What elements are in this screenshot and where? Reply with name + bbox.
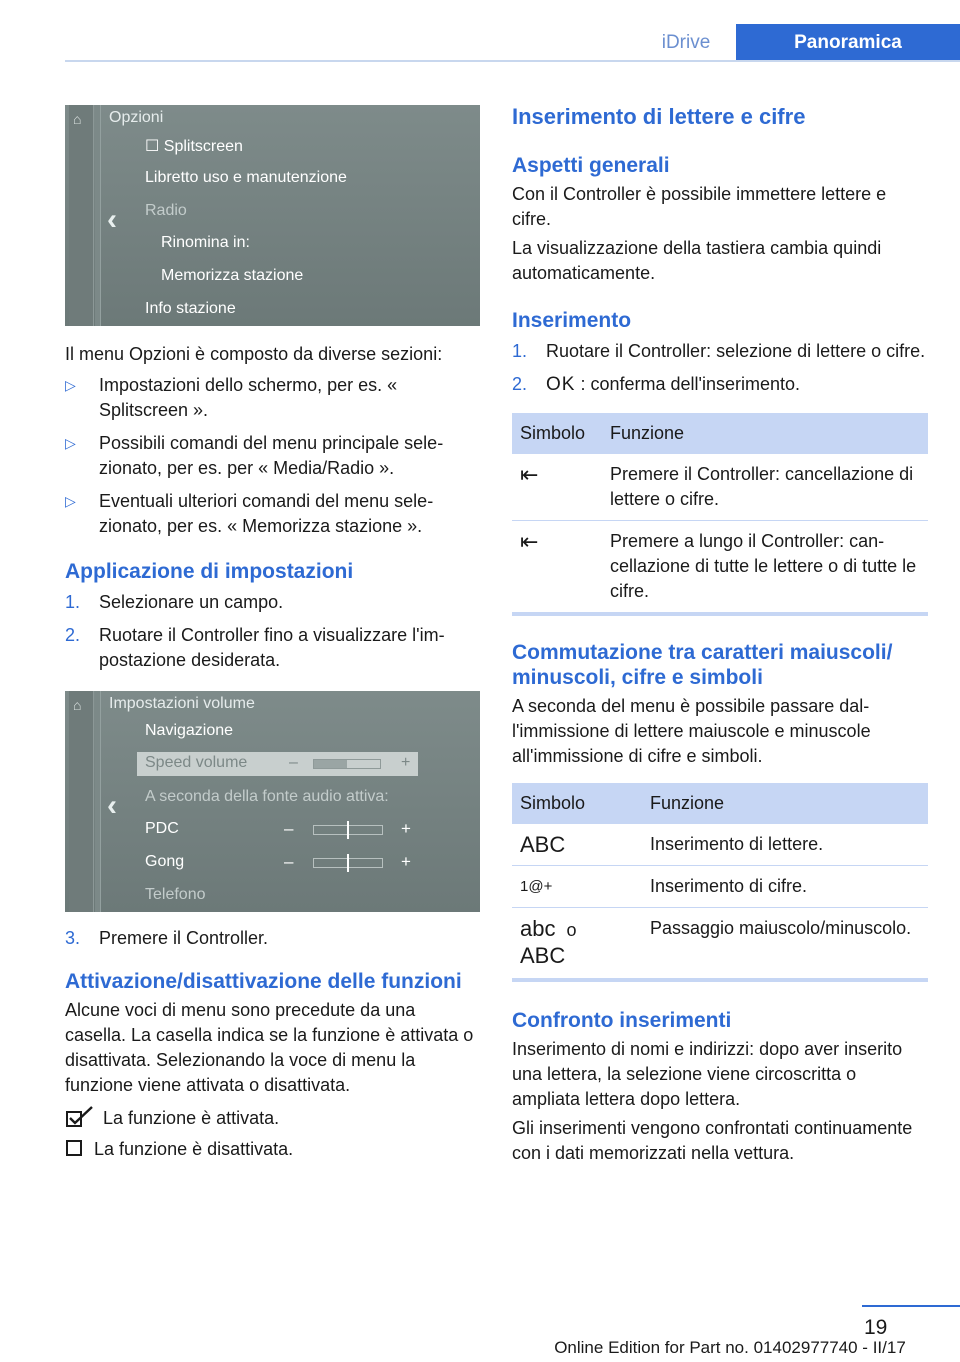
speed-volume-bar	[313, 759, 381, 769]
home-icon: ⌂	[73, 111, 82, 127]
screen-row: Memorizza stazione	[161, 267, 304, 284]
section-heading: Commutazione tra caratteri maiuscoli/ minuscoli, cifre e simboli	[512, 641, 893, 689]
uppercase-icon: ABC	[520, 943, 566, 968]
table-row: ABC Inserimento di lettere.	[512, 824, 928, 866]
paragraph: Gli inserimenti vengono confrontati continuamente con i dati memorizzati nella vettura.	[512, 1118, 913, 1163]
chevron-left-icon: ‹	[107, 203, 117, 236]
backspace-icon: ⇤	[512, 454, 602, 521]
screen-row: A seconda della fonte audio attiva:	[145, 788, 389, 805]
table-header-row: Simbolo Funzione	[512, 413, 928, 454]
digits-icon: 1@+	[512, 866, 642, 908]
uppercase-icon: ABC	[512, 824, 642, 866]
main-heading: Inserimento di lettere e cifre	[512, 104, 806, 129]
list-item: ▷ Eventuali ulteriori comandi del menu selezionato, per es. « Memorizza stazione ».	[65, 491, 434, 536]
screen-row: Gong	[145, 853, 185, 870]
table-row: abc o ABC Passaggio maiuscolo/minuscolo.	[512, 908, 928, 981]
list-item: ▷ Impostazioni dello schermo, per es. « Splitscreen ».	[65, 375, 398, 420]
list-item: 2. Ruotare il Controller fino a visualizzare l'impostazione desiderata.	[65, 625, 445, 670]
table-row: 1@+ Inserimento di cifre.	[512, 866, 928, 908]
screen-row: Telefono	[145, 886, 206, 903]
table-header-row: Simbolo Funzione	[512, 783, 928, 824]
options-caption: Il menu Opzioni è composto da diverse sezioni:	[65, 344, 443, 364]
paragraph: Inserimento di nomi e indirizzi: dopo aver inserito una lettera, la selezione viene circoscritta o ampliata lettera dopo lettera.	[512, 1039, 903, 1109]
paragraph: A seconda del menu è possibile passare dall'immissione di lettere maiuscole e minuscole all'immissione di cifre e simboli.	[512, 696, 871, 766]
screen-row: ☐ Splitscreen	[145, 138, 243, 155]
screen-row: Info stazione	[145, 300, 236, 317]
screen-row: Navigazione	[145, 722, 234, 739]
lowercase-icon: abc	[520, 916, 556, 941]
section-heading: Inserimento	[512, 309, 632, 332]
activated-row: La funzione è attivata.	[65, 1106, 480, 1131]
deactivated-row: La funzione è disattivata.	[65, 1137, 480, 1162]
empty-box-icon	[65, 1138, 85, 1158]
section-heading: Applicazione di impostazioni	[65, 560, 354, 583]
pdc-volume-bar	[313, 825, 383, 835]
screen-row: PDC	[145, 820, 179, 837]
screen-row: Rinomina in:	[161, 234, 250, 251]
triangle-bullet-icon: ▷	[65, 435, 76, 451]
triangle-bullet-icon: ▷	[65, 493, 76, 509]
header-chapter-tab: Panoramica	[736, 24, 960, 62]
checked-box-icon	[65, 1106, 95, 1128]
footer-divider	[862, 1305, 960, 1307]
gong-volume-bar	[313, 858, 383, 868]
header-section: iDrive	[661, 32, 711, 53]
paragraph: Con il Controller è possibile immettere lettere e cifre.	[512, 184, 887, 229]
list-item: 1. Selezionare un campo.	[65, 592, 284, 612]
selected-row: Speed volume – +	[137, 752, 418, 776]
screen-row: Radio	[145, 202, 187, 219]
triangle-bullet-icon: ▷	[65, 377, 76, 393]
screen-title: Opzioni	[109, 109, 164, 126]
ok-icon: OK	[546, 374, 576, 395]
chevron-left-icon: ‹	[107, 789, 117, 822]
volume-screen-image: ⌂ ‹ Impostazioni volume Navigazione Speed volume – + A seconda della fonte audio attiva: PDC – + Gong – + Telefono	[65, 691, 480, 912]
list-item: 1. Ruotare il Controller: selezione di lettere o cifre.	[512, 341, 926, 361]
backspace-icon: ⇤	[512, 521, 602, 615]
section-heading: Attivazione/disattivazione delle funzioni	[65, 970, 462, 993]
section-heading: Aspetti generali	[512, 154, 670, 177]
header-divider	[65, 60, 960, 62]
page-number: 19	[864, 1316, 888, 1339]
edition-note: Online Edition for Part no. 01402977740 - II/17	[554, 1338, 906, 1357]
list-item: 3. Premere il Controller.	[65, 928, 269, 948]
apply-steps	[65, 590, 480, 673]
screen-title: Impostazioni volume	[109, 695, 255, 712]
paragraph: La visualizzazione della tastiera cambia quindi automaticamente.	[512, 238, 882, 283]
delete-symbols-table	[512, 413, 928, 616]
left-column	[65, 105, 480, 1168]
activation-text: Alcune voci di menu sono precedute da una casella. La casella indica se la funzione è attivata o disattivata. Selezionando la voce di menu la funzione viene attivata o disattivata.	[65, 1000, 474, 1095]
home-icon: ⌂	[73, 697, 82, 713]
insert-steps	[512, 339, 928, 397]
case-symbols-table	[512, 783, 928, 982]
step-three	[65, 926, 480, 951]
list-item: ▷ Possibili comandi del menu principale selezionato, per es. per « Media/Radio ».	[65, 433, 444, 478]
table-row: ⇤ Premere il Controller: cancellazione di lettere o cifre.	[512, 454, 928, 521]
options-screen-image	[65, 105, 480, 326]
list-item: 2. OK : conferma dell'inserimento.	[512, 374, 801, 395]
right-column	[512, 100, 928, 1170]
screen-row: Libretto uso e manutenzione	[145, 169, 347, 186]
table-row: ⇤ Premere a lungo il Controller: cancellazione di tutte le lettere o di tutte le cifre.	[512, 521, 928, 615]
options-bullet-list	[65, 373, 480, 539]
section-heading: Confronto inserimenti	[512, 1009, 732, 1032]
